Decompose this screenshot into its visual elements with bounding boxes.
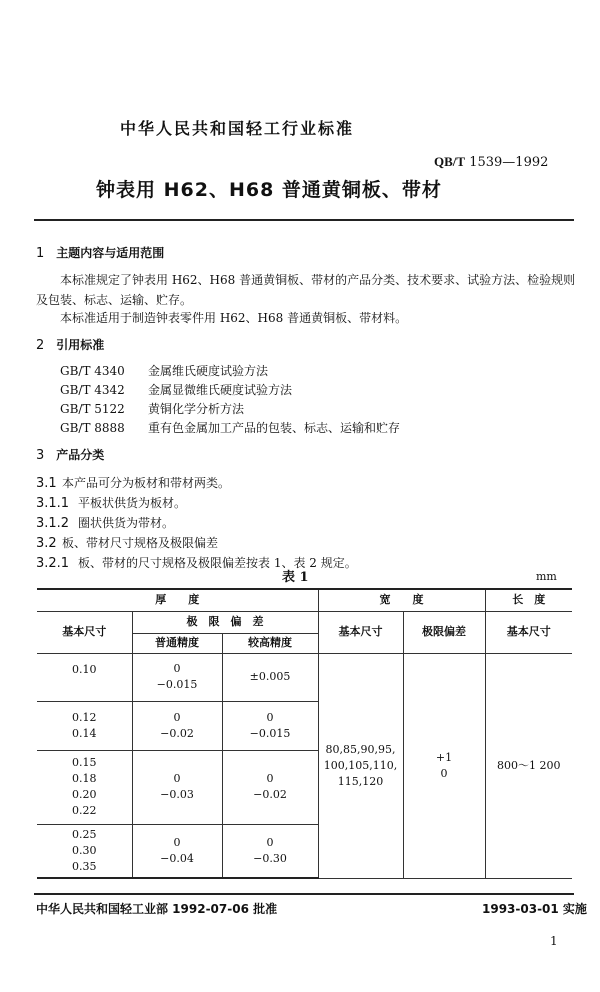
- tolerance-lower: −0.02: [253, 788, 287, 801]
- thickness-value: 0.22: [72, 804, 97, 817]
- implementation-date: 1993-03-01 实施: [482, 902, 587, 916]
- tolerance-lower: −0.30: [253, 851, 287, 865]
- reference-item: [60, 362, 400, 381]
- header-normal-precision: 普通精度: [132, 633, 222, 653]
- thickness-size-cell: [37, 824, 132, 878]
- width-sizes-line: 100,105,110,: [323, 758, 398, 772]
- section-title: 产品分类: [56, 448, 105, 462]
- thickness-value: 0.25: [72, 827, 97, 841]
- thickness-size-cell: [37, 701, 132, 750]
- reference-list: [60, 362, 400, 438]
- tolerance-lower: −0.03: [160, 788, 194, 801]
- header-higher-precision: 较高精度: [222, 633, 318, 653]
- width-sizes-line: 80,85,90,95,: [325, 742, 396, 756]
- thickness-value: 0.20: [72, 788, 97, 801]
- standard-number: [434, 154, 548, 170]
- normal-tolerance-cell: [132, 701, 222, 750]
- section-number: 2: [36, 338, 45, 353]
- reference-title: 重有色金属加工产品的包装、标志、运输和贮存: [148, 421, 401, 435]
- reference-title: 黄铜化学分析方法: [148, 402, 245, 416]
- section-title: 主题内容与适用范围: [56, 246, 165, 260]
- reference-item: [60, 400, 400, 419]
- clause-text: 平板状供货为板材。: [78, 496, 187, 510]
- clause-text: 本产品可分为板材和带材两类。: [62, 476, 231, 490]
- higher-tolerance-cell: [222, 701, 318, 750]
- thickness-size-cell: [37, 750, 132, 824]
- tolerance-lower: −0.02: [160, 726, 194, 740]
- tolerance-upper: 0: [266, 710, 274, 724]
- reference-code: GB/T 4340: [60, 364, 125, 378]
- clause-item: [36, 474, 357, 494]
- header-thickness: 厚 度: [37, 589, 318, 611]
- clause-item: [36, 534, 357, 554]
- reference-item: [60, 381, 400, 400]
- higher-tolerance-cell: [222, 653, 318, 701]
- footer-divider: [34, 893, 574, 895]
- page-number: 1: [550, 934, 558, 948]
- reference-item: [60, 419, 400, 438]
- header-length: 长 度: [485, 589, 572, 611]
- tolerance-symmetric: ±0.005: [249, 670, 291, 683]
- approval-line: 中华人民共和国轻工业部 1992-07-06 批准: [36, 902, 278, 916]
- standard-prefix: QB/T: [434, 154, 466, 169]
- clause-number: 3.1: [36, 476, 57, 491]
- header-width: 宽 度: [318, 589, 485, 611]
- clause-item: [36, 494, 357, 514]
- thickness-value: 0.15: [72, 756, 97, 769]
- thickness-value: 0.18: [72, 772, 97, 785]
- tolerance-lower: 0: [440, 766, 448, 780]
- tolerance-upper: 0: [266, 835, 274, 849]
- dimension-table: [37, 588, 572, 879]
- reference-title: 金属维氏硬度试验方法: [148, 364, 269, 378]
- tolerance-upper: 0: [173, 662, 181, 675]
- clause-number: 3.2.1: [36, 556, 70, 571]
- length-size-cell: 800～1 200: [485, 653, 572, 878]
- thickness-value: 0.14: [72, 726, 97, 740]
- header-length-basic-size: 基本尺寸: [485, 611, 572, 653]
- normal-tolerance-cell: [132, 653, 222, 701]
- reference-code: GB/T 4342: [60, 383, 125, 397]
- section-1-heading: [36, 244, 164, 261]
- width-sizes-cell: [318, 653, 403, 878]
- header-thickness-tolerance: 极 限 偏 差: [132, 611, 318, 633]
- normal-tolerance-cell: [132, 750, 222, 824]
- tolerance-lower: −0.015: [156, 678, 198, 691]
- clause-number: 3.1.1: [36, 496, 70, 511]
- thickness-value: 0.30: [72, 843, 97, 857]
- clause-text: 板、带材的尺寸规格及极限偏差按表 1、表 2 规定。: [78, 556, 357, 570]
- thickness-value: 0.35: [72, 859, 97, 873]
- section-number: 1: [36, 246, 45, 261]
- section-2-heading: [36, 336, 104, 353]
- tolerance-lower: −0.015: [249, 726, 291, 740]
- width-tolerance-cell: [403, 653, 485, 878]
- clause-number: 3.1.2: [36, 516, 70, 531]
- reference-title: 金属显微维氏硬度试验方法: [148, 383, 293, 397]
- document-title: 钟表用 H62、H68 普通黄铜板、带材: [96, 179, 442, 201]
- section-number: 3: [36, 448, 45, 463]
- higher-tolerance-cell: [222, 750, 318, 824]
- tolerance-upper: 0: [173, 835, 181, 849]
- reference-code: GB/T 5122: [60, 402, 125, 416]
- thickness-value: 0.10: [72, 662, 97, 676]
- normal-tolerance-cell: [132, 824, 222, 878]
- reference-code: GB/T 8888: [60, 421, 125, 435]
- width-sizes-line: 115,120: [337, 774, 384, 788]
- thickness-size-cell: [37, 653, 132, 701]
- table-caption: 表 1: [282, 570, 309, 585]
- section-1-para-2: 本标准适用于制造钟表零件用 H62、H68 普通黄铜板、带材料。: [60, 311, 408, 325]
- header-width-basic-size: 基本尺寸: [318, 611, 403, 653]
- tolerance-lower: −0.04: [160, 851, 194, 865]
- section-3-heading: [36, 446, 104, 463]
- tolerance-upper: 0: [173, 772, 181, 785]
- clause-number: 3.2: [36, 536, 57, 551]
- section-1-para-1: 本标准规定了钟表用 H62、H68 普通黄铜板、带材的产品分类、技术要求、试验方法、检验规则及包装、标志、运输、贮存。: [36, 273, 576, 307]
- standard-code: 1539—1992: [469, 155, 549, 170]
- higher-tolerance-cell: [222, 824, 318, 878]
- section-title: 引用标准: [56, 338, 105, 352]
- tolerance-upper: 0: [173, 710, 181, 724]
- table-row: [37, 653, 572, 701]
- clause-list: [36, 474, 357, 574]
- clause-item: [36, 514, 357, 534]
- tolerance-upper: 0: [266, 772, 274, 785]
- header-width-tolerance: 极限偏差: [403, 611, 485, 653]
- header-thickness-basic-size: 基本尺寸: [37, 611, 132, 653]
- tolerance-upper: +1: [435, 750, 453, 764]
- table-unit: mm: [536, 570, 557, 583]
- clause-text: 板、带材尺寸规格及极限偏差: [62, 536, 219, 550]
- clause-text: 圈状供货为带材。: [78, 516, 175, 530]
- thickness-value: 0.12: [72, 710, 97, 724]
- header-divider: [34, 219, 574, 221]
- issuing-organization: 中华人民共和国轻工行业标准: [120, 119, 355, 138]
